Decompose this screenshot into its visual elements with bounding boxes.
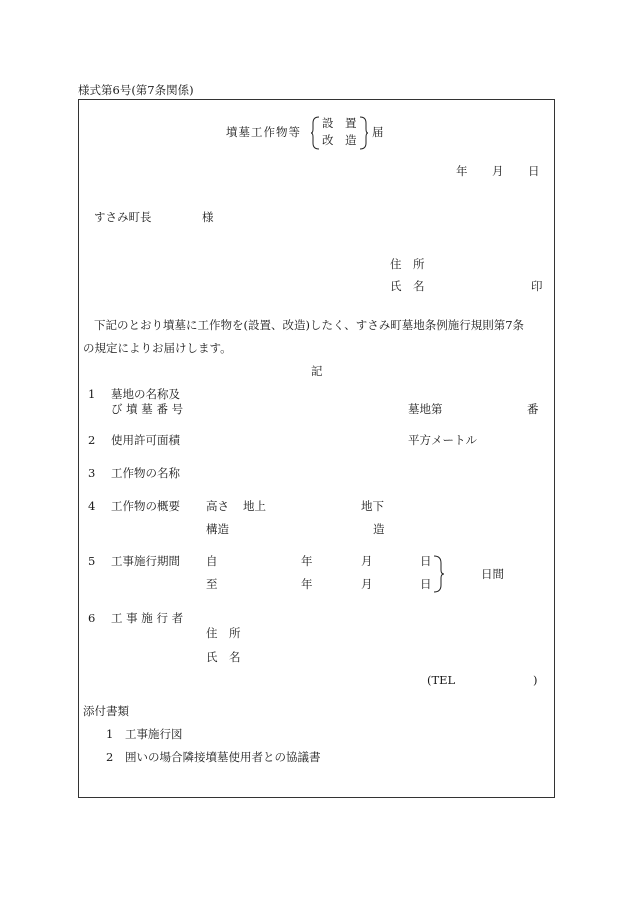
item-5-from-day: 日 <box>420 554 432 568</box>
applicant-name-label: 氏 名 <box>390 279 425 293</box>
item-1-label-line-2: び 墳 墓 番 号 <box>111 402 184 416</box>
item-1-value-prefix: 墓地第 <box>408 402 443 416</box>
item-6-address-label: 住 所 <box>206 626 241 640</box>
attachment-1-number: 1 <box>106 727 114 741</box>
seal-mark: 印 <box>531 279 543 293</box>
item-4-label: 工作物の概要 <box>111 499 180 513</box>
attachment-1-text: 工事施行図 <box>125 727 183 741</box>
item-5-to-day: 日 <box>420 577 432 591</box>
right-brace-icon <box>359 116 369 150</box>
item-5-from-year: 年 <box>301 554 313 568</box>
item-5-days: 日間 <box>481 567 504 581</box>
title-prefix: 墳墓工作物等 <box>226 125 301 139</box>
item-5-to-year: 年 <box>301 577 313 591</box>
title-option-top: 設 置 <box>322 116 357 130</box>
item-1-value-suffix: 番 <box>527 402 539 416</box>
addressee-name: すさみ町長 <box>94 210 152 224</box>
item-1-number: 1 <box>88 387 96 401</box>
item-6-name-label: 氏 名 <box>206 650 241 664</box>
item-4-structure-label: 構造 <box>206 522 229 536</box>
item-4-above-ground: 地上 <box>243 499 266 513</box>
left-brace-icon <box>311 116 321 150</box>
date-day: 日 <box>528 164 540 178</box>
item-1-label-line-1: 墓地の名称及 <box>111 387 180 401</box>
attachments-heading: 添付書類 <box>83 704 129 718</box>
date-year: 年 <box>456 164 468 178</box>
item-5-number: 5 <box>88 554 96 568</box>
date-month: 月 <box>492 164 504 178</box>
ki-heading: 記 <box>311 364 323 378</box>
attachment-2-text: 囲いの場合隣接墳墓使用者との協議書 <box>125 750 321 764</box>
item-2-unit: 平方メートル <box>408 433 477 447</box>
item-6-label: 工 事 施 行 者 <box>111 611 184 625</box>
item-5-label: 工事施行期間 <box>111 554 180 568</box>
title-suffix: 届 <box>372 125 384 139</box>
item-4-height-label: 高さ <box>206 499 229 513</box>
body-line-1: 下記のとおり墳墓に工作物を(設置、改造)したく、すさみ町墓地条例施行規則第7条 <box>94 318 525 332</box>
item-4-structure-suffix: 造 <box>373 522 385 536</box>
item-6-number: 6 <box>88 611 96 625</box>
applicant-address-label: 住 所 <box>390 257 425 271</box>
item-5-from-month: 月 <box>361 554 373 568</box>
item-6-tel-open: (TEL <box>427 673 456 687</box>
item-4-number: 4 <box>88 499 96 513</box>
item-6-tel-close: ) <box>533 673 538 687</box>
title-option-bottom: 改 造 <box>322 133 357 147</box>
form-frame <box>78 99 555 798</box>
item-5-from: 自 <box>206 554 218 568</box>
item-2-number: 2 <box>88 433 96 447</box>
item-3-number: 3 <box>88 466 96 480</box>
form-number: 様式第6号(第7条関係) <box>78 83 194 97</box>
body-line-2: の規定によりお届けします。 <box>83 341 232 355</box>
item-2-label: 使用許可面積 <box>111 433 180 447</box>
item-4-below-ground: 地下 <box>361 499 384 513</box>
item-5-to: 至 <box>206 577 218 591</box>
item-5-to-month: 月 <box>361 577 373 591</box>
addressee-honorific: 様 <box>202 210 214 224</box>
attachment-2-number: 2 <box>106 750 114 764</box>
item-3-label: 工作物の名称 <box>111 466 180 480</box>
period-brace-icon <box>433 555 445 593</box>
